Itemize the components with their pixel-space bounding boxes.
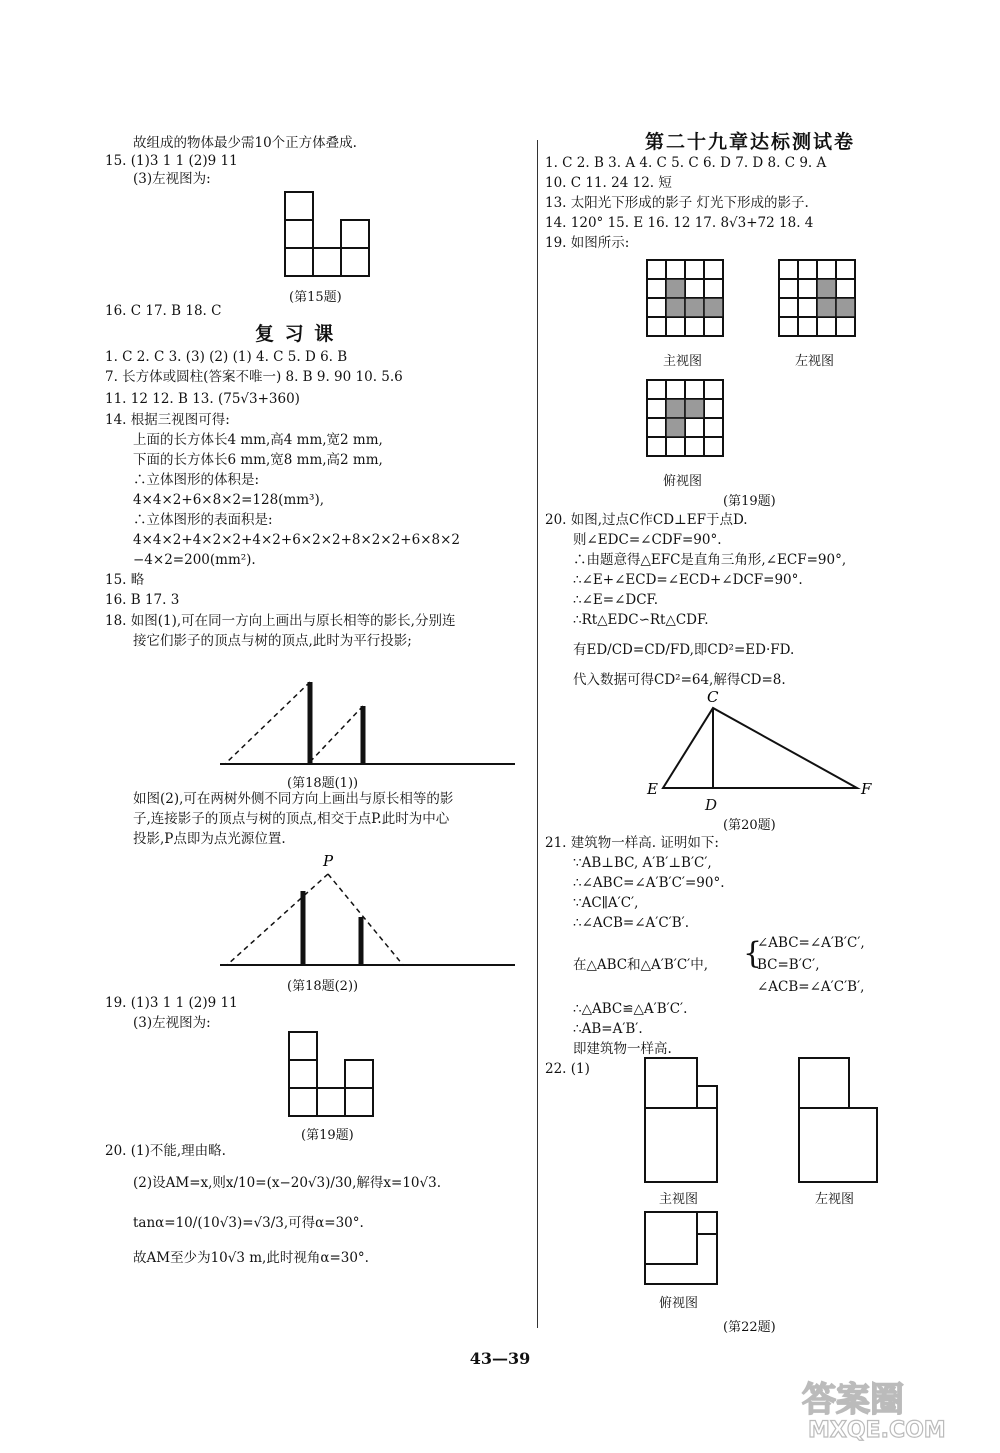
- shaded-square: [817, 279, 836, 298]
- text-line: 7. 长方体或圆柱(答案不唯一) 8. B 9. 90 10. 5.6: [105, 369, 403, 385]
- sun-ray: [225, 682, 310, 764]
- right-triangle-figure-20: [635, 684, 875, 804]
- text-line: 20. 如图,过点C作CD⊥EF于点D.: [545, 512, 748, 528]
- text-line: (2)设AM=x,则x/10=(x−20√3)/30,解得x=10√3.: [133, 1175, 441, 1191]
- column-divider: [537, 140, 538, 1328]
- text-line: 4×4×2+6×8×2=128(mm³),: [133, 492, 325, 508]
- text-line: ∵AB⊥BC, A′B′⊥B′C′,: [573, 855, 712, 871]
- shaded-square: [836, 298, 855, 317]
- shaded-square: [666, 298, 685, 317]
- grid-square: [341, 248, 369, 276]
- text-line: ∴AB=A′B′.: [573, 1021, 643, 1037]
- grid-square: [341, 220, 369, 248]
- text-line: 代入数据可得CD²=64,解得CD=8.: [573, 672, 786, 688]
- chapter-title: 第二十九章达标测试卷: [645, 131, 856, 153]
- left-view-figure-15: [283, 190, 373, 280]
- text-line: 在△ABC和△A′B′C′中,: [573, 957, 708, 973]
- point-d-label: D: [705, 796, 718, 814]
- text-line: 15. 略: [105, 572, 145, 588]
- section-title: 复 习 课: [255, 323, 336, 345]
- text-line: 14. 120° 15. E 16. 12 17. 8√3+72 18. 4: [545, 215, 814, 231]
- text-line: 如图(2),可在两树外侧不同方向上画出与原长相等的影: [133, 791, 454, 807]
- shaded-square: [685, 298, 704, 317]
- figure-caption: (第19题): [301, 1128, 354, 1143]
- watermark-site: MXQE.COM: [808, 1418, 946, 1443]
- text-line: 21. 建筑物一样高. 证明如下:: [545, 835, 719, 851]
- text-line: 15. (1)3 1 1 (2)9 11: [105, 153, 238, 169]
- text-line: 则∠EDC=∠CDF=90°.: [573, 532, 722, 548]
- text-line: 1. C 2. C 3. (3) (2) (1) 4. C 5. D 6. B: [105, 349, 348, 365]
- text-line: 1. C 2. B 3. A 4. C 5. C 6. D 7. D 8. C 9. A: [545, 155, 827, 171]
- grid-square: [313, 248, 341, 276]
- text-line: 子,连接影子的顶点与树的顶点,相交于点P.此时为中心: [133, 811, 450, 827]
- point-e-label: E: [647, 780, 658, 798]
- point-f-label: F: [861, 780, 872, 798]
- watermark-text: 答案圈: [802, 1380, 904, 1420]
- text-line: 10. C 11. 24 12. 短: [545, 175, 672, 191]
- grid-square: [285, 248, 313, 276]
- text-line: ∴立体图形的表面积是:: [133, 512, 273, 528]
- text-line: −4×2=200(mm²).: [133, 552, 256, 568]
- text-line: 20. (1)不能,理由略.: [105, 1143, 226, 1159]
- parallel-projection-figure: [215, 674, 520, 774]
- left-view-figure-19: [287, 1030, 377, 1120]
- view-label: 主视图: [663, 354, 703, 369]
- point-c-label: C: [707, 688, 719, 706]
- top-view-grid-19: [645, 378, 727, 460]
- text-line: ∴△ABC≌△A′B′C′.: [573, 1001, 688, 1017]
- text-line: ∴∠E=∠DCF.: [573, 592, 659, 608]
- text-line: ∴由题意得△EFC是直角三角形,∠ECF=90°,: [573, 552, 847, 568]
- grid-square: [345, 1088, 373, 1116]
- text-line: ∴Rt△EDC∽Rt△CDF.: [573, 612, 709, 628]
- text-line: ∴立体图形的体积是:: [133, 472, 260, 488]
- front-view-figure-22: [643, 1056, 723, 1186]
- figure-caption: (第18题(1)): [287, 776, 359, 791]
- grid-square: [285, 220, 313, 248]
- shaded-square: [666, 279, 685, 298]
- text-line: 故AM至少为10√3 m,此时视角α=30°.: [133, 1250, 369, 1266]
- text-line: 19. 如图所示:: [545, 235, 630, 251]
- text-line: 16. B 17. 3: [105, 592, 180, 608]
- sun-ray: [308, 706, 363, 764]
- brace: {: [743, 936, 763, 971]
- grid-square: [317, 1088, 345, 1116]
- text-line: 4×4×2+4×2×2+4×2+6×2×2+8×2×2+6×8×2: [133, 532, 460, 548]
- text-line: (3)左视图为:: [133, 171, 211, 187]
- triangle-efc: [663, 708, 857, 788]
- grid-square: [289, 1060, 317, 1088]
- figure-caption: (第15题): [289, 290, 342, 305]
- text-line: 投影,P点即为点光源位置.: [133, 831, 286, 847]
- grid-square: [345, 1060, 373, 1088]
- text-line: 13. 太阳光下形成的影子 灯光下形成的影子.: [545, 195, 809, 211]
- text-line: 19. (1)3 1 1 (2)9 11: [105, 995, 238, 1011]
- figure-caption: (第18题(2)): [287, 979, 359, 994]
- text-line: 故组成的物体最少需10个正方体叠成.: [133, 135, 357, 151]
- text-line: ∠ABC=∠A′B′C′,: [757, 935, 865, 951]
- view-label: 俯视图: [659, 1296, 699, 1311]
- figure-caption: (第19题): [723, 494, 776, 509]
- left-view-grid-19: [777, 258, 859, 340]
- shaded-square: [666, 418, 685, 437]
- point-p-label: P: [323, 852, 334, 870]
- text-line: 11. 12 12. B 13. (75√3+360): [105, 391, 300, 407]
- text-line: 下面的长方体长6 mm,宽8 mm,高2 mm,: [133, 452, 383, 468]
- figure-caption: (第22题): [723, 1320, 776, 1335]
- central-projection-figure: [215, 848, 520, 973]
- shaded-square: [704, 298, 723, 317]
- text-line: ∴∠E+∠ECD=∠ECD+∠DCF=90°.: [573, 572, 803, 588]
- grid-square: [289, 1088, 317, 1116]
- shaded-square: [666, 399, 685, 418]
- text-line: ∵AC∥A′C′,: [573, 895, 639, 911]
- view-label: 左视图: [815, 1192, 855, 1207]
- text-line: 16. C 17. B 18. C: [105, 303, 222, 319]
- text-line: 18. 如图(1),可在同一方向上画出与原长相等的影长,分别连: [105, 613, 456, 629]
- text-line: 22. (1): [545, 1061, 590, 1077]
- grid-square: [289, 1032, 317, 1060]
- text-line: BC=B′C′,: [757, 957, 820, 973]
- text-line: 有ED/CD=CD/FD,即CD²=ED·FD.: [573, 642, 795, 658]
- text-line: (3)左视图为:: [133, 1015, 211, 1031]
- text-line: tanα=10/(10√3)=√3/3,可得α=30°.: [133, 1215, 364, 1231]
- text-line: 14. 根据三视图可得:: [105, 412, 230, 428]
- text-line: 上面的长方体长4 mm,高4 mm,宽2 mm,: [133, 432, 383, 448]
- shaded-square: [817, 298, 836, 317]
- page-number: 43—39: [469, 1349, 531, 1368]
- figure-caption: (第20题): [723, 818, 776, 833]
- top-view-figure-22: [643, 1210, 723, 1288]
- light-ray: [328, 874, 403, 965]
- front-view-grid-19: [645, 258, 727, 340]
- view-label: 主视图: [659, 1192, 699, 1207]
- text-line: ∴∠ABC=∠A′B′C′=90°.: [573, 875, 725, 891]
- grid-square: [285, 192, 313, 220]
- view-label: 俯视图: [663, 474, 703, 489]
- text-line: 即建筑物一样高.: [573, 1041, 672, 1057]
- text-line: ∴∠ACB=∠A′C′B′.: [573, 915, 690, 931]
- watermark-logo: [798, 1373, 988, 1443]
- light-ray: [227, 874, 328, 965]
- text-line: ∠ACB=∠A′C′B′,: [757, 979, 865, 995]
- left-view-figure-22: [797, 1056, 881, 1186]
- shaded-square: [685, 399, 704, 418]
- view-label: 左视图: [795, 354, 835, 369]
- text-line: 接它们影子的顶点与树的顶点,此时为平行投影;: [133, 633, 412, 649]
